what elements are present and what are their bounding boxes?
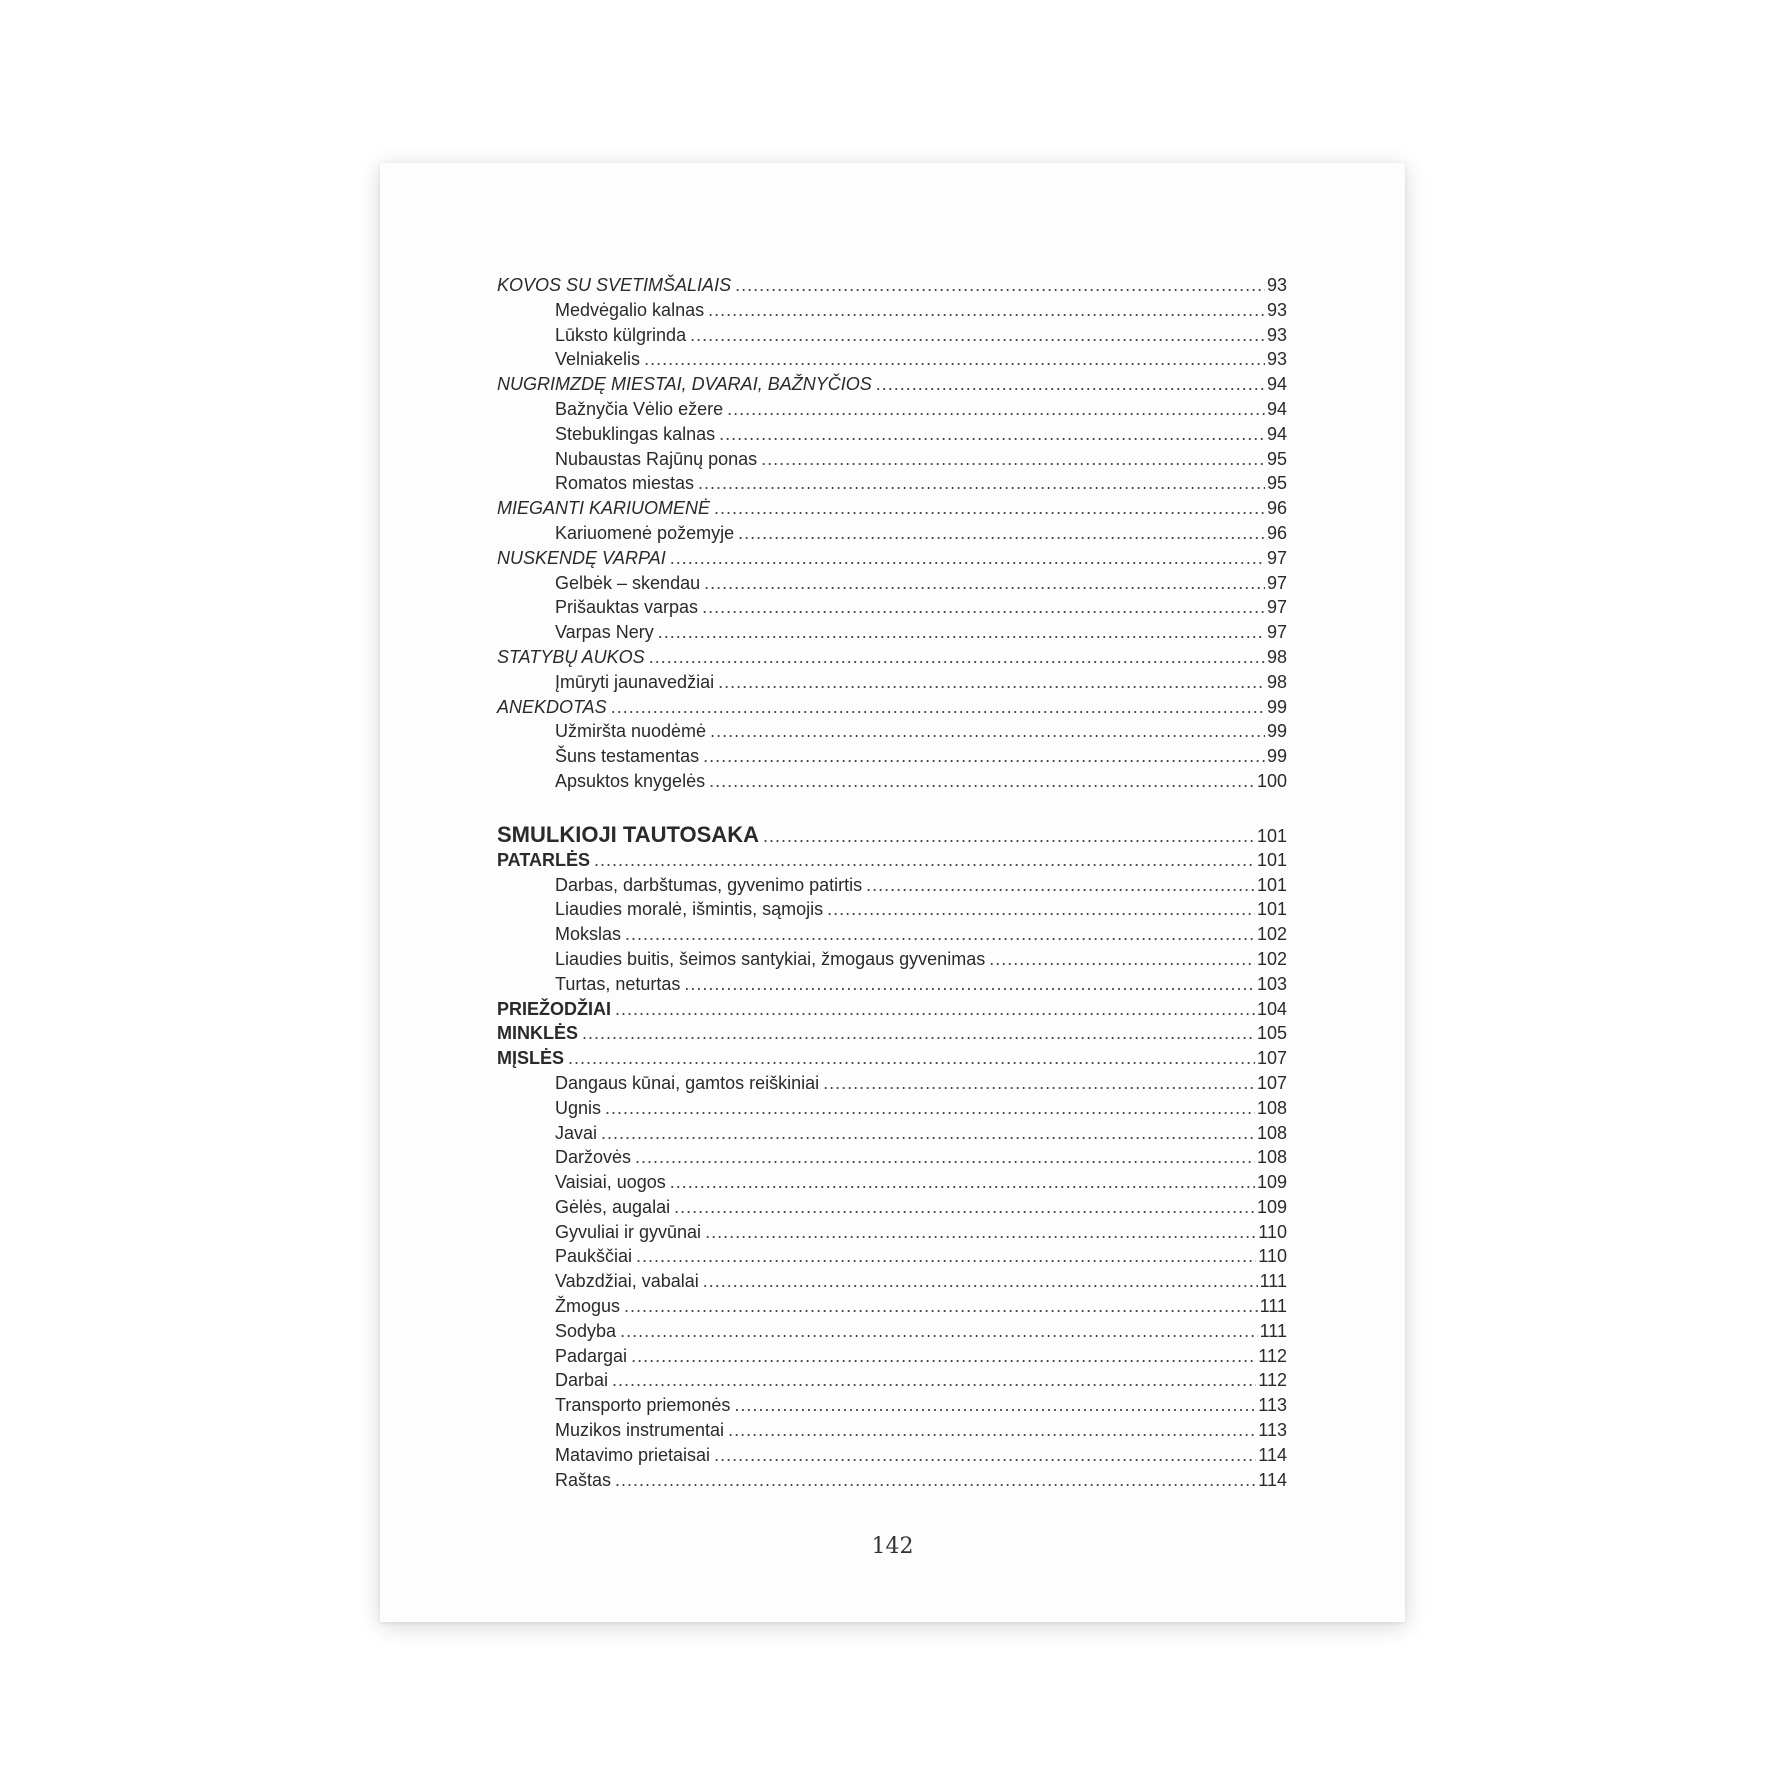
toc-entry-title: Raštas — [555, 1469, 612, 1490]
toc-entry — [497, 1395, 1287, 1420]
toc-entry-page-number: 113 — [1258, 1395, 1287, 1416]
toc-entry — [497, 1321, 1287, 1346]
toc-spacer — [497, 796, 1287, 822]
toc-entry-title: Žmogus — [555, 1296, 621, 1317]
toc-entry-page-number: 97 — [1266, 597, 1287, 618]
toc-entry-page-number: 93 — [1266, 275, 1287, 295]
toc-entry-title: Liaudies moralė, išmintis, sąmojis — [555, 899, 824, 920]
toc-entry-page-number: 101 — [1256, 825, 1287, 846]
toc-entry-page-number: 111 — [1259, 1296, 1287, 1317]
dot-leader — [989, 949, 1255, 970]
toc-entry-page-number: 98 — [1266, 646, 1287, 667]
toc-entry-title: Romatos miestas — [555, 473, 695, 494]
toc-entry-title: Užmiršta nuodėmė — [555, 721, 707, 742]
toc-entry-title: Prišauktas varpas — [555, 597, 699, 618]
dot-leader — [876, 374, 1265, 395]
toc-entry-title: SMULKIOJI TAUTOSAKA — [497, 821, 759, 847]
dot-leader — [636, 1246, 1256, 1267]
toc-entry-title: Gelbėk – skendau — [555, 572, 701, 593]
toc-entry — [497, 1023, 1287, 1048]
toc-entry — [497, 548, 1287, 573]
toc-entry — [497, 1048, 1287, 1073]
toc-entry — [497, 822, 1287, 850]
dot-leader — [612, 1370, 1256, 1391]
dot-leader — [703, 1271, 1258, 1292]
toc-entry-page-number: 93 — [1266, 349, 1287, 370]
toc-entry — [497, 1172, 1287, 1197]
toc-entry-page-number: 108 — [1256, 1097, 1287, 1118]
toc-entry-title: KOVOS SU SVETIMŠALIAIS — [497, 275, 732, 295]
toc-entry-title: PRIEŽODŽIAI — [497, 998, 612, 1019]
toc-part-folklore — [497, 822, 1287, 1495]
dot-leader — [674, 1197, 1255, 1218]
dot-leader — [615, 1470, 1256, 1491]
toc-entry — [497, 899, 1287, 924]
toc-entry — [497, 573, 1287, 598]
toc-entry — [497, 1420, 1287, 1445]
toc-entry — [497, 672, 1287, 697]
toc-entry-title: Daržovės — [555, 1147, 632, 1168]
toc-entry — [497, 850, 1287, 875]
toc-entry-title: Javai — [555, 1122, 598, 1143]
toc-entry — [497, 1470, 1287, 1495]
dot-leader — [728, 1420, 1256, 1441]
toc-entry-title: Darbas, darbštumas, gyvenimo patirtis — [555, 874, 863, 895]
toc-entry-page-number: 109 — [1256, 1172, 1287, 1193]
toc-entry — [497, 974, 1287, 999]
toc-entry — [497, 1246, 1287, 1271]
toc-entry-page-number: 97 — [1266, 547, 1287, 568]
toc-entry-page-number: 107 — [1256, 1072, 1287, 1093]
toc-entry-title: NUGRIMZDĘ MIESTAI, DVARAI, BAŽNYČIOS — [497, 374, 872, 395]
toc-entry-title: Matavimo prietaisai — [555, 1444, 711, 1465]
toc-entry-title: Muzikos instrumentai — [555, 1420, 725, 1441]
toc-entry-title: Liaudies buitis, šeimos santykiai, žmogaus gyvenimas — [555, 948, 986, 969]
toc-entry-title: Bažnyčia Vėlio ežere — [555, 398, 724, 419]
dot-leader — [631, 1346, 1256, 1367]
dot-leader — [644, 349, 1265, 370]
toc-entry — [497, 597, 1287, 622]
toc-entry-page-number: 109 — [1256, 1196, 1287, 1217]
toc-entry — [497, 300, 1287, 325]
dot-leader — [670, 548, 1265, 569]
toc-entry — [497, 275, 1287, 300]
toc-entry-page-number: 108 — [1256, 1122, 1287, 1143]
dot-leader — [727, 399, 1265, 420]
toc-entry-title: Sodyba — [555, 1320, 617, 1341]
toc-entry — [497, 1222, 1287, 1247]
toc-entry-title: MIEGANTI KARIUOMENĖ — [497, 498, 711, 519]
toc-entry — [497, 1197, 1287, 1222]
toc-entry-page-number: 95 — [1266, 448, 1287, 469]
toc-entry — [497, 473, 1287, 498]
toc-entry — [497, 1073, 1287, 1098]
toc-entry-page-number: 97 — [1266, 622, 1287, 643]
toc-entry-title: MINKLĖS — [497, 1023, 578, 1044]
dot-leader — [704, 573, 1265, 594]
toc-entry-page-number: 110 — [1258, 1246, 1287, 1267]
dot-leader — [582, 1023, 1255, 1044]
toc-entry-page-number: 112 — [1258, 1345, 1287, 1366]
dot-leader — [611, 697, 1265, 718]
toc-entry-page-number: 93 — [1266, 299, 1287, 320]
dot-leader — [705, 1222, 1256, 1243]
toc-entry-title: Lūksto külgrinda — [555, 324, 687, 345]
toc-entry-page-number: 103 — [1256, 973, 1287, 994]
toc-entry-page-number: 111 — [1259, 1320, 1287, 1341]
toc-entry-title: ANEKDOTAS — [497, 696, 607, 717]
dot-leader — [708, 300, 1265, 321]
toc-entry — [497, 622, 1287, 647]
dot-leader — [714, 1445, 1256, 1466]
dot-leader — [735, 275, 1265, 296]
toc-entry-title: Dangaus kūnai, gamtos reiškiniai — [555, 1072, 820, 1093]
dot-leader — [658, 622, 1265, 643]
toc-entry — [497, 1098, 1287, 1123]
toc-entry — [497, 1370, 1287, 1395]
dot-leader — [615, 999, 1255, 1020]
dot-leader — [714, 498, 1265, 519]
toc-entry — [497, 1147, 1287, 1172]
dot-leader — [601, 1123, 1255, 1144]
toc-entry-page-number: 111 — [1259, 1271, 1287, 1292]
toc-entry — [497, 999, 1287, 1024]
dot-leader — [702, 597, 1265, 618]
toc-entry-page-number: 100 — [1256, 770, 1287, 791]
dot-leader — [605, 1098, 1255, 1119]
dot-leader — [684, 974, 1255, 995]
toc-entry — [497, 325, 1287, 350]
toc-entry — [497, 1271, 1287, 1296]
toc-entry-title: Transporto priemonės — [555, 1395, 731, 1416]
toc-entry — [497, 647, 1287, 672]
toc-entry-title: MĮSLĖS — [497, 1048, 565, 1069]
dot-leader — [710, 721, 1265, 742]
toc-entry-page-number: 98 — [1266, 671, 1287, 692]
toc-entry-page-number: 97 — [1266, 572, 1287, 593]
dot-leader — [690, 325, 1265, 346]
toc-entry-page-number: 94 — [1266, 423, 1287, 444]
toc-entry — [497, 1123, 1287, 1148]
dot-leader — [763, 826, 1255, 847]
toc-entry-title: STATYBŲ AUKOS — [497, 646, 645, 667]
toc-entry-page-number: 110 — [1258, 1221, 1287, 1242]
toc-entry-title: Gėlės, augalai — [555, 1196, 671, 1217]
toc-entry-page-number: 94 — [1266, 398, 1287, 419]
toc-entry-title: Medvėgalio kalnas — [555, 299, 705, 320]
toc-entry-page-number: 99 — [1266, 696, 1287, 717]
toc-entry — [497, 721, 1287, 746]
dot-leader — [734, 1395, 1256, 1416]
dot-leader — [823, 1073, 1255, 1094]
toc-entry-title: NUSKENDĘ VARPAI — [497, 547, 666, 568]
toc-entry-page-number: 99 — [1266, 746, 1287, 767]
toc-entry-title: Šuns testamentas — [555, 746, 700, 767]
toc-entry-title: Apsuktos knygelės — [555, 770, 706, 791]
table-of-contents — [497, 275, 1287, 1494]
toc-entry-page-number: 114 — [1258, 1469, 1287, 1490]
toc-entry-page-number: 102 — [1256, 948, 1287, 969]
toc-entry — [497, 498, 1287, 523]
toc-entry-page-number: 107 — [1256, 1048, 1287, 1069]
dot-leader — [698, 473, 1265, 494]
toc-entry-page-number: 104 — [1256, 998, 1287, 1019]
dot-leader — [827, 899, 1255, 920]
dot-leader — [718, 672, 1265, 693]
toc-entry-page-number: 112 — [1258, 1370, 1287, 1391]
toc-entry-title: Varpas Nery — [555, 622, 654, 643]
toc-entry — [497, 697, 1287, 722]
toc-entry-page-number: 108 — [1256, 1147, 1287, 1168]
toc-entry — [497, 523, 1287, 548]
dot-leader — [738, 523, 1265, 544]
toc-entry — [497, 875, 1287, 900]
toc-entry-title: Nubaustas Rajūnų ponas — [555, 448, 758, 469]
toc-entry — [497, 1296, 1287, 1321]
toc-part-legends — [497, 275, 1287, 796]
toc-entry-page-number: 101 — [1256, 899, 1287, 920]
toc-entry — [497, 1346, 1287, 1371]
toc-entry — [497, 399, 1287, 424]
toc-entry-title: Paukščiai — [555, 1246, 633, 1267]
dot-leader — [594, 850, 1255, 871]
dot-leader — [625, 924, 1255, 945]
dot-leader — [624, 1296, 1258, 1317]
toc-entry-page-number: 101 — [1256, 874, 1287, 895]
toc-entry — [497, 924, 1287, 949]
toc-entry-title: Kariuomenė požemyje — [555, 522, 735, 543]
toc-entry-title: Vaisiai, uogos — [555, 1172, 666, 1193]
toc-entry — [497, 746, 1287, 771]
toc-entry-page-number: 93 — [1266, 324, 1287, 345]
toc-entry-title: Turtas, neturtas — [555, 973, 681, 994]
toc-entry-title: Gyvuliai ir gyvūnai — [555, 1221, 702, 1242]
dot-leader — [620, 1321, 1258, 1342]
dot-leader — [866, 875, 1255, 896]
toc-entry — [497, 374, 1287, 399]
toc-entry-title: Įmūryti jaunavedžiai — [555, 671, 715, 692]
toc-entry-title: Darbai — [555, 1370, 609, 1391]
dot-leader — [703, 746, 1265, 767]
dot-leader — [670, 1172, 1255, 1193]
toc-entry-title: Ugnis — [555, 1097, 602, 1118]
dot-leader — [635, 1147, 1255, 1168]
toc-entry-title: Padargai — [555, 1345, 628, 1366]
toc-entry-page-number: 95 — [1266, 473, 1287, 494]
dot-leader — [719, 424, 1265, 445]
toc-entry — [497, 349, 1287, 374]
dot-leader — [709, 771, 1255, 792]
toc-entry — [497, 424, 1287, 449]
toc-entry-page-number: 96 — [1266, 522, 1287, 543]
page-number: 142 — [871, 1534, 914, 1559]
toc-entry-page-number: 94 — [1266, 374, 1287, 395]
toc-entry — [497, 771, 1287, 796]
toc-entry-title: Mokslas — [555, 924, 622, 945]
toc-entry-page-number: 99 — [1266, 721, 1287, 742]
toc-entry-page-number: 114 — [1258, 1444, 1287, 1465]
toc-entry — [497, 949, 1287, 974]
dot-leader — [761, 449, 1265, 470]
toc-entry-title: Vabzdžiai, vabalai — [555, 1271, 699, 1292]
toc-entry-page-number: 101 — [1256, 849, 1287, 870]
toc-entry-page-number: 113 — [1258, 1420, 1287, 1441]
dot-leader — [568, 1048, 1255, 1069]
toc-entry — [497, 1445, 1287, 1470]
dot-leader — [649, 647, 1265, 668]
toc-entry-page-number: 96 — [1266, 498, 1287, 519]
toc-entry-title: Stebuklingas kalnas — [555, 423, 716, 444]
toc-entry-page-number: 105 — [1256, 1023, 1287, 1044]
toc-entry-page-number: 102 — [1256, 924, 1287, 945]
toc-entry — [497, 449, 1287, 474]
toc-entry-title: Velniakelis — [555, 349, 641, 370]
toc-entry-title: PATARLĖS — [497, 849, 590, 870]
